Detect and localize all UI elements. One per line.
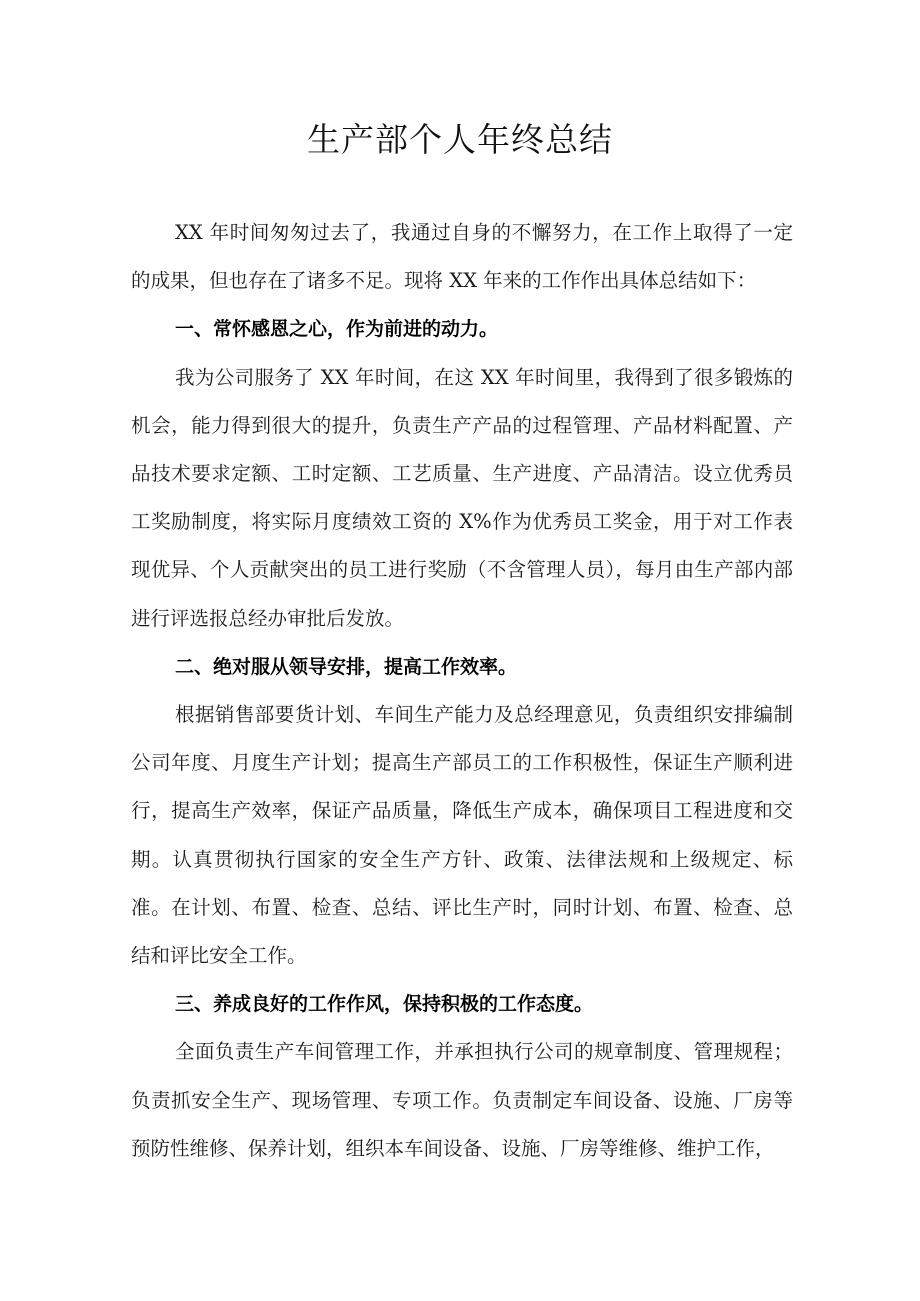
section-heading-2: 二、绝对服从领导安排，提高工作效率。: [175, 655, 518, 678]
section-1-paragraph: 我为公司服务了 XX 年时间，在这 XX 年时间里，我得到了很多锻炼的机会，能力得到很大的提升，负责生产产品的过程管理、产品材料配置、产品技术要求定额、工时定额、工艺质量、生产进度、产品清洁。设立优秀员工奖励制度，将实际月度绩效工资的 X%作为优秀员工奖金，用于对工作表现优异、个人贡献突出的员工进行奖励（不含管理人员），每月由生产部内部进行评选报总经办审批后发放。: [131, 365, 793, 630]
document-title: 生产部个人年终总结: [307, 120, 613, 159]
section-2-paragraph: 根据销售部要货计划、车间生产能力及总经理意见，负责组织安排编制公司年度、月度生产计划；提高生产部员工的工作积极性，保证生产顺利进行，提高生产效率，保证产品质量，降低生产成本，确保项目工程进度和交期。认真贯彻执行国家的安全生产方针、政策、法律法规和上级规定、标准。在计划、布置、检查、总结、评比生产时，同时计划、布置、检查、总结和评比安全工作。: [131, 703, 793, 968]
section-heading-3: 三、养成良好的工作作风，保持积极的工作态度。: [175, 993, 594, 1016]
document-body: [131, 209, 793, 1173]
section-heading-1: 一、常怀感恩之心，作为前进的动力。: [175, 318, 499, 341]
intro-paragraph: XX 年时间匆匆过去了，我通过自身的不懈努力，在工作上取得了一定的成果，但也存在了诸多不足。现将 XX 年来的工作作出具体总结如下：: [131, 221, 793, 293]
section-3-paragraph: 全面负责生产车间管理工作，并承担执行公司的规章制度、管理规程；负责抓安全生产、现场管理、专项工作。负责制定车间设备、设施、厂房等预防性维修、保养计划，组织本车间设备、设施、厂房等维修、维护工作，: [131, 1040, 793, 1160]
